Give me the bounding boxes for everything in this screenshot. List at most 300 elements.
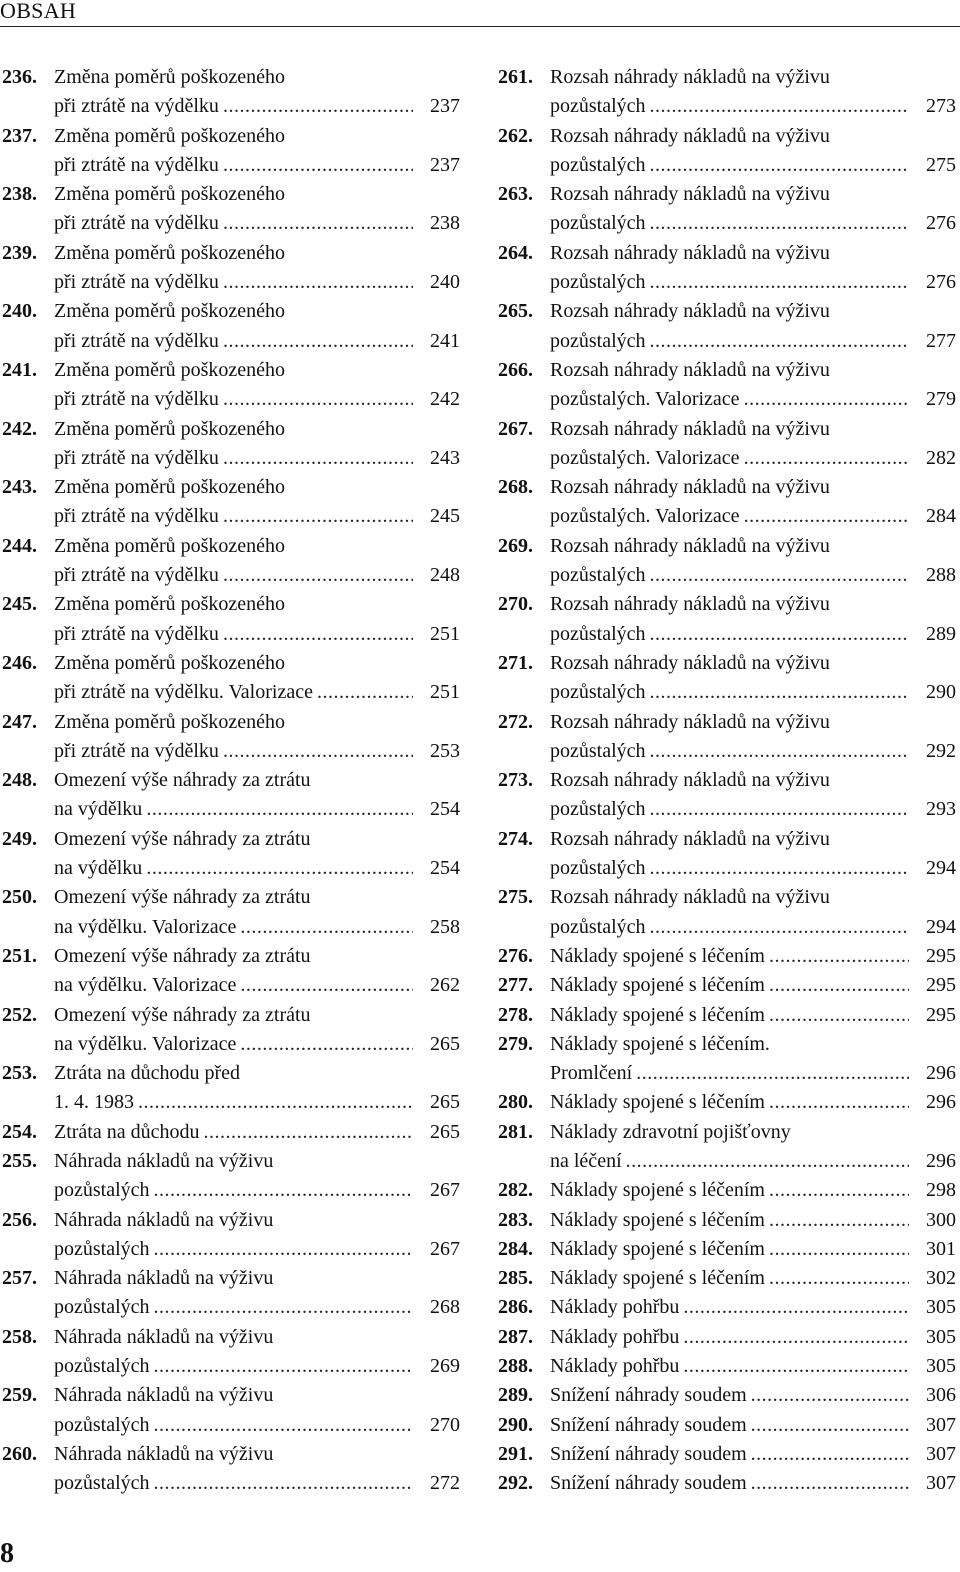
toc-entry-line: [2, 620, 460, 649]
toc-entry: [498, 1206, 956, 1235]
toc-entry-line: [2, 1118, 460, 1147]
toc-entry-line: [498, 1235, 956, 1264]
toc-entry-line: [498, 708, 956, 737]
toc-entry-number: 287.: [498, 1325, 533, 1348]
page-title: OBSAH: [0, 0, 77, 23]
toc-entry-line: [498, 620, 956, 649]
toc-dot-leader: [223, 209, 413, 238]
toc-entry-line: [498, 415, 956, 444]
toc-entry-page: 301: [926, 1237, 956, 1260]
toc-entry: [498, 1030, 956, 1089]
toc-dot-leader: [650, 678, 909, 707]
toc-dot-leader: [769, 1264, 909, 1293]
toc-entry-line: [498, 795, 956, 824]
toc-entry: [498, 708, 956, 767]
toc-entry-number: 238.: [2, 183, 37, 206]
toc-entry-line: [498, 63, 956, 92]
toc-entry-text: pozůstalých: [550, 271, 646, 294]
toc-entry-line: [2, 209, 460, 238]
toc-entry-number: 286.: [498, 1296, 533, 1319]
toc-entry-line: [2, 297, 460, 326]
toc-entry: [498, 649, 956, 708]
toc-entry-page: 294: [926, 857, 956, 880]
toc-entry-line: [498, 1323, 956, 1352]
toc-entry-page: 265: [430, 1032, 460, 1055]
toc-entry-page: 305: [926, 1325, 956, 1348]
toc-entry-text: při ztrátě na výdělku: [54, 271, 219, 294]
toc-entry: [2, 532, 460, 591]
toc-entry-line: [2, 385, 460, 414]
toc-entry: [2, 122, 460, 181]
toc-entry-page: 277: [926, 329, 956, 352]
toc-entry-page: 265: [430, 1120, 460, 1143]
toc-entry: [498, 1001, 956, 1030]
toc-entry-line: [498, 1469, 956, 1498]
toc-entry-text: Náhrada nákladů na výživu: [54, 1149, 274, 1172]
toc-entry-text: Ztráta na důchodu: [54, 1120, 200, 1143]
toc-entry-line: [498, 825, 956, 854]
toc-entry-text: při ztrátě na výdělku: [54, 329, 219, 352]
toc-entry-number: 285.: [498, 1267, 533, 1290]
toc-entry-line: [2, 327, 460, 356]
toc-entry-page: 302: [926, 1267, 956, 1290]
toc-dot-leader: [769, 971, 909, 1000]
toc-entry-number: 254.: [2, 1120, 37, 1143]
toc-dot-leader: [751, 1411, 909, 1440]
toc-entry-text: pozůstalých: [550, 622, 646, 645]
toc-entry-text: Náklady pohřbu: [550, 1296, 680, 1319]
page-number: 8: [0, 1538, 14, 1569]
toc-entry-line: [498, 151, 956, 180]
toc-entry-number: 263.: [498, 183, 533, 206]
toc-entry: [2, 708, 460, 767]
toc-entry-line: [2, 1206, 460, 1235]
toc-entry-text: Omezení výše náhrady za ztrátu: [54, 827, 311, 850]
toc-entry-page: 262: [430, 974, 460, 997]
toc-entry-text: při ztrátě na výdělku: [54, 739, 219, 762]
toc-entry-line: [498, 942, 956, 971]
toc-dot-leader: [154, 1352, 413, 1381]
toc-entry-text: Rozsah náhrady nákladů na výživu: [550, 300, 830, 323]
toc-entry-line: [2, 1059, 460, 1088]
toc-entry-line: [498, 737, 956, 766]
toc-entry-number: 255.: [2, 1149, 37, 1172]
toc-entry-line: [2, 1176, 460, 1205]
toc-entry-number: 260.: [2, 1442, 37, 1465]
toc-dot-leader: [240, 971, 413, 1000]
toc-entry: [498, 415, 956, 474]
toc-entry-line: [498, 268, 956, 297]
toc-entry-line: [498, 1059, 956, 1088]
toc-entry-number: 281.: [498, 1120, 533, 1143]
toc-entry-number: 284.: [498, 1237, 533, 1260]
toc-dot-leader: [154, 1411, 413, 1440]
toc-entry-number: 292.: [498, 1472, 533, 1495]
toc-entry-text: Náklady spojené s léčením: [550, 1003, 765, 1026]
toc-entry-page: 305: [926, 1296, 956, 1319]
toc-entry-page: 307: [926, 1472, 956, 1495]
toc-entry-line: [498, 1381, 956, 1410]
toc-entry-line: [2, 122, 460, 151]
toc-entry: [2, 883, 460, 942]
toc-entry-text: Snížení náhrady soudem: [550, 1442, 747, 1465]
toc-entry-text: Rozsah náhrady nákladů na výživu: [550, 66, 830, 88]
toc-entry-number: 279.: [498, 1032, 533, 1055]
toc-entry-page: 258: [430, 915, 460, 938]
toc-dot-leader: [769, 1235, 909, 1264]
toc-entry: [498, 825, 956, 884]
toc-entry: [2, 239, 460, 298]
toc-entry-page: 298: [926, 1179, 956, 1202]
toc-entry-text: pozůstalých: [54, 1413, 150, 1436]
toc-entry-page: 238: [430, 212, 460, 235]
toc-entry: [2, 63, 460, 122]
toc-entry: [498, 1352, 956, 1381]
toc-entry-line: [2, 971, 460, 1000]
toc-entry-page: 270: [430, 1413, 460, 1436]
toc-entry-line: [498, 1206, 956, 1235]
toc-entry-text: Změna poměrů poškozeného: [54, 300, 286, 323]
toc-dot-leader: [751, 1469, 909, 1498]
toc-entry-line: [498, 385, 956, 414]
toc-entry-line: [498, 297, 956, 326]
toc-entry-text: pozůstalých. Valorizace: [550, 446, 740, 469]
toc-entry-text: Omezení výše náhrady za ztrátu: [54, 1003, 311, 1026]
toc-entry: [2, 1264, 460, 1323]
toc-entry-line: [2, 356, 460, 385]
toc-entry-text: Změna poměrů poškozeného: [54, 593, 286, 616]
toc-entry-number: 247.: [2, 710, 37, 733]
toc-entry: [2, 1059, 460, 1118]
toc-dot-leader: [650, 795, 909, 824]
toc-entry-page: 288: [926, 564, 956, 587]
toc-entry-number: 274.: [498, 827, 533, 850]
toc-entry-text: při ztrátě na výdělku: [54, 564, 219, 587]
toc-entry: [498, 1264, 956, 1293]
toc-entry-text: Náklady spojené s léčením: [550, 1237, 765, 1260]
toc-entry-text: Rozsah náhrady nákladů na výživu: [550, 534, 830, 557]
toc-entry-number: 278.: [498, 1003, 533, 1026]
toc-entry: [2, 1323, 460, 1382]
toc-entry-page: 267: [430, 1179, 460, 1202]
toc-entry: [498, 356, 956, 415]
toc-entry-page: 296: [926, 1062, 956, 1085]
toc-entry-text: pozůstalých: [550, 739, 646, 762]
toc-entry-number: 273.: [498, 769, 533, 792]
toc-entry-line: [2, 795, 460, 824]
toc-dot-leader: [223, 444, 413, 473]
toc-entry: [498, 1323, 956, 1352]
toc-entry-text: při ztrátě na výdělku: [54, 622, 219, 645]
toc-entry: [498, 1235, 956, 1264]
toc-dot-leader: [223, 151, 413, 180]
toc-entry-number: 251.: [2, 944, 37, 967]
toc-entry-page: 296: [926, 1091, 956, 1114]
toc-entry: [2, 1440, 460, 1499]
toc-entry-text: Změna poměrů poškozeného: [54, 476, 286, 499]
toc-entry-number: 276.: [498, 944, 533, 967]
toc-entry-text: Náklady pohřbu: [550, 1325, 680, 1348]
toc-entry: [498, 63, 956, 122]
toc-dot-leader: [769, 1176, 909, 1205]
toc-entry-text: Rozsah náhrady nákladů na výživu: [550, 827, 830, 850]
toc-dot-leader: [223, 561, 413, 590]
toc-entry-page: 275: [926, 153, 956, 176]
toc-entry: [498, 1411, 956, 1440]
toc-entry: [498, 473, 956, 532]
toc-entry-text: Náklady spojené s léčením: [550, 1267, 765, 1290]
toc-dot-leader: [683, 1352, 909, 1381]
toc-entry-text: při ztrátě na výdělku: [54, 446, 219, 469]
toc-entry: [2, 180, 460, 239]
toc-column-right: [498, 63, 956, 1499]
toc-entry-page: 307: [926, 1413, 956, 1436]
toc-entry: [498, 883, 956, 942]
toc-entry-line: [2, 532, 460, 561]
toc-entry-page: 253: [430, 739, 460, 762]
toc-entry-text: Rozsah náhrady nákladů na výživu: [550, 124, 830, 147]
toc-entry-page: 237: [430, 153, 460, 176]
toc-dot-leader: [650, 620, 909, 649]
toc-entry-number: 236.: [2, 66, 37, 88]
toc-entry: [498, 239, 956, 298]
toc-dot-leader: [636, 1059, 909, 1088]
toc-entry-text: Náhrada nákladů na výživu: [54, 1442, 274, 1465]
toc-entry-line: [498, 649, 956, 678]
toc-entry-line: [2, 268, 460, 297]
toc-entry: [2, 1001, 460, 1060]
toc-entry-text: na výdělku: [54, 798, 143, 821]
toc-dot-leader: [769, 1088, 909, 1117]
toc-entry-number: 266.: [498, 358, 533, 381]
toc-entry-page: 290: [926, 681, 956, 704]
toc-entry-line: [498, 92, 956, 121]
toc-entry-page: 305: [926, 1355, 956, 1378]
toc-entry-line: [498, 1088, 956, 1117]
toc-entry-page: 282: [926, 446, 956, 469]
toc-entry-number: 291.: [498, 1442, 533, 1465]
toc-dot-leader: [317, 678, 413, 707]
toc-entry-text: Omezení výše náhrady za ztrátu: [54, 769, 311, 792]
toc-entry-page: 269: [430, 1355, 460, 1378]
toc-entry-line: [498, 766, 956, 795]
toc-entry-page: 273: [926, 95, 956, 118]
toc-dot-leader: [650, 854, 909, 883]
toc-entry-number: 269.: [498, 534, 533, 557]
toc-dot-leader: [744, 502, 909, 531]
toc-entry-line: [2, 92, 460, 121]
toc-entry-page: 307: [926, 1442, 956, 1465]
toc-entry-text: Rozsah náhrady nákladů na výživu: [550, 886, 830, 909]
toc-entry-text: Změna poměrů poškozeného: [54, 183, 286, 206]
toc-entry-line: [498, 854, 956, 883]
toc-entry-text: Náklady spojené s léčením: [550, 1179, 765, 1202]
toc-entry-text: na léčení: [550, 1149, 622, 1172]
toc-entry-page: 276: [926, 271, 956, 294]
toc-entry: [498, 590, 956, 649]
toc-dot-leader: [650, 561, 909, 590]
toc-entry-text: na výdělku. Valorizace: [54, 974, 237, 997]
toc-entry-number: 264.: [498, 241, 533, 264]
toc-dot-leader: [223, 268, 413, 297]
toc-entry-text: pozůstalých: [550, 915, 646, 938]
toc-entry-text: Rozsah náhrady nákladů na výživu: [550, 593, 830, 616]
toc-dot-leader: [154, 1176, 413, 1205]
toc-entry-page: 293: [926, 798, 956, 821]
toc-dot-leader: [650, 268, 909, 297]
toc-dot-leader: [146, 795, 413, 824]
toc-entry-number: 253.: [2, 1062, 37, 1085]
toc-entry-text: pozůstalých: [54, 1355, 150, 1378]
toc-entry: [498, 297, 956, 356]
toc-entry-number: 245.: [2, 593, 37, 616]
toc-entry-page: 251: [430, 681, 460, 704]
toc-entry-line: [498, 1118, 956, 1147]
toc-dot-leader: [138, 1088, 413, 1117]
toc-entry-line: [2, 1352, 460, 1381]
toc-dot-leader: [650, 327, 909, 356]
toc-entry-page: 295: [926, 944, 956, 967]
toc-entry-line: [498, 678, 956, 707]
toc-entry-line: [2, 1469, 460, 1498]
toc-entry-text: pozůstalých: [550, 564, 646, 587]
toc-entry-line: [498, 1030, 956, 1059]
toc-entry-page: 254: [430, 798, 460, 821]
toc-entry-text: Rozsah náhrady nákladů na výživu: [550, 183, 830, 206]
toc-dot-leader: [650, 92, 909, 121]
toc-entry-page: 276: [926, 212, 956, 235]
toc-entry-text: Omezení výše náhrady za ztrátu: [54, 886, 311, 909]
toc-dot-leader: [751, 1381, 909, 1410]
toc-dot-leader: [154, 1469, 413, 1498]
toc-entry-text: Rozsah náhrady nákladů na výživu: [550, 710, 830, 733]
toc-entry-text: pozůstalých. Valorizace: [550, 388, 740, 411]
toc-dot-leader: [240, 1030, 413, 1059]
toc-entry-text: na výdělku. Valorizace: [54, 915, 237, 938]
toc-entry-line: [498, 971, 956, 1000]
toc-entry-number: 280.: [498, 1091, 533, 1114]
toc-entry-text: Náklady spojené s léčením: [550, 974, 765, 997]
toc-entry-page: 241: [430, 329, 460, 352]
toc-entry-text: při ztrátě na výdělku: [54, 212, 219, 235]
toc-entry-line: [2, 1147, 460, 1176]
toc-entry-number: 267.: [498, 417, 533, 440]
toc-entry-text: Náklady spojené s léčením.: [550, 1032, 770, 1055]
toc-entry-number: 242.: [2, 417, 37, 440]
toc-entry-text: pozůstalých: [550, 212, 646, 235]
toc-entry-number: 250.: [2, 886, 37, 909]
toc-entry-text: Rozsah náhrady nákladů na výživu: [550, 358, 830, 381]
toc-entry-text: Rozsah náhrady nákladů na výživu: [550, 476, 830, 499]
toc-entry-line: [2, 678, 460, 707]
toc-entry-text: při ztrátě na výdělku: [54, 505, 219, 528]
toc-entry-line: [2, 1030, 460, 1059]
toc-entry-line: [498, 356, 956, 385]
toc-entry-text: pozůstalých: [54, 1472, 150, 1495]
toc-entry-number: 243.: [2, 476, 37, 499]
toc-entry-text: Náhrada nákladů na výživu: [54, 1325, 274, 1348]
toc-entry-line: [2, 561, 460, 590]
toc-entry-number: 249.: [2, 827, 37, 850]
toc-entry-page: 295: [926, 1003, 956, 1026]
toc-entry-page: 279: [926, 388, 956, 411]
toc-entry: [2, 1381, 460, 1440]
toc-entry-text: pozůstalých: [54, 1237, 150, 1260]
toc-entry-number: 244.: [2, 534, 37, 557]
toc-entry-text: Náklady spojené s léčením: [550, 944, 765, 967]
toc-entry-text: pozůstalých: [550, 857, 646, 880]
toc-entry-text: pozůstalých: [54, 1296, 150, 1319]
toc-entry: [498, 1118, 956, 1177]
toc-entry-line: [2, 1088, 460, 1117]
toc-entry: [498, 122, 956, 181]
toc-dot-leader: [223, 502, 413, 531]
toc-entry-line: [2, 151, 460, 180]
toc-entry-number: 237.: [2, 124, 37, 147]
toc-entry-number: 282.: [498, 1179, 533, 1202]
toc-entry-text: Náklady pohřbu: [550, 1355, 680, 1378]
toc-entry-text: Náklady spojené s léčením: [550, 1208, 765, 1231]
toc-dot-leader: [650, 151, 909, 180]
toc-entry-text: Změna poměrů poškozeného: [54, 710, 286, 733]
toc-entry-text: Změna poměrů poškozeného: [54, 651, 286, 674]
toc-entry-page: 251: [430, 622, 460, 645]
toc-entry-text: při ztrátě na výdělku. Valorizace: [54, 681, 313, 704]
toc-entry-page: 300: [926, 1208, 956, 1231]
toc-entry-page: 265: [430, 1091, 460, 1114]
toc-entry-line: [498, 1293, 956, 1322]
toc-entry-text: Změna poměrů poškozeného: [54, 534, 286, 557]
toc-entry: [498, 1469, 956, 1498]
toc-entry: [498, 1381, 956, 1410]
toc-entry-line: [498, 209, 956, 238]
toc-dot-leader: [650, 913, 909, 942]
toc-dot-leader: [769, 1206, 909, 1235]
toc-entry-number: 246.: [2, 651, 37, 674]
toc-entry-text: pozůstalých: [550, 329, 646, 352]
toc-dot-leader: [650, 737, 909, 766]
toc-entry-number: 241.: [2, 358, 37, 381]
toc-entry-line: [2, 766, 460, 795]
toc-entry-text: na výdělku: [54, 857, 143, 880]
toc-entry: [498, 971, 956, 1000]
toc-entry-page: 245: [430, 505, 460, 528]
toc-dot-leader: [223, 92, 413, 121]
toc-entry-line: [2, 1381, 460, 1410]
toc-entry-text: Změna poměrů poškozeného: [54, 124, 286, 147]
toc-entry-page: 237: [430, 95, 460, 118]
toc-entry-line: [498, 1264, 956, 1293]
toc-entry-text: Ztráta na důchodu před: [54, 1062, 241, 1085]
toc-dot-leader: [223, 737, 413, 766]
toc-entry: [2, 766, 460, 825]
toc-entry: [2, 1118, 460, 1147]
toc-entry-text: Změna poměrů poškozeného: [54, 66, 286, 88]
toc-entry-line: [2, 590, 460, 619]
toc-entry-line: [2, 63, 460, 92]
toc-entry-number: 239.: [2, 241, 37, 264]
toc-entry-text: Náklady spojené s léčením: [550, 1091, 765, 1114]
toc-entry-line: [498, 180, 956, 209]
toc-dot-leader: [146, 854, 413, 883]
toc-dot-leader: [223, 385, 413, 414]
toc-dot-leader: [204, 1118, 414, 1147]
toc-entry-text: na výdělku. Valorizace: [54, 1032, 237, 1055]
toc-entry-text: Rozsah náhrady nákladů na výživu: [550, 651, 830, 674]
toc-entry-text: Rozsah náhrady nákladů na výživu: [550, 241, 830, 264]
toc-entry-text: Náklady zdravotní pojišťovny: [550, 1120, 791, 1143]
toc-entry-line: [498, 327, 956, 356]
